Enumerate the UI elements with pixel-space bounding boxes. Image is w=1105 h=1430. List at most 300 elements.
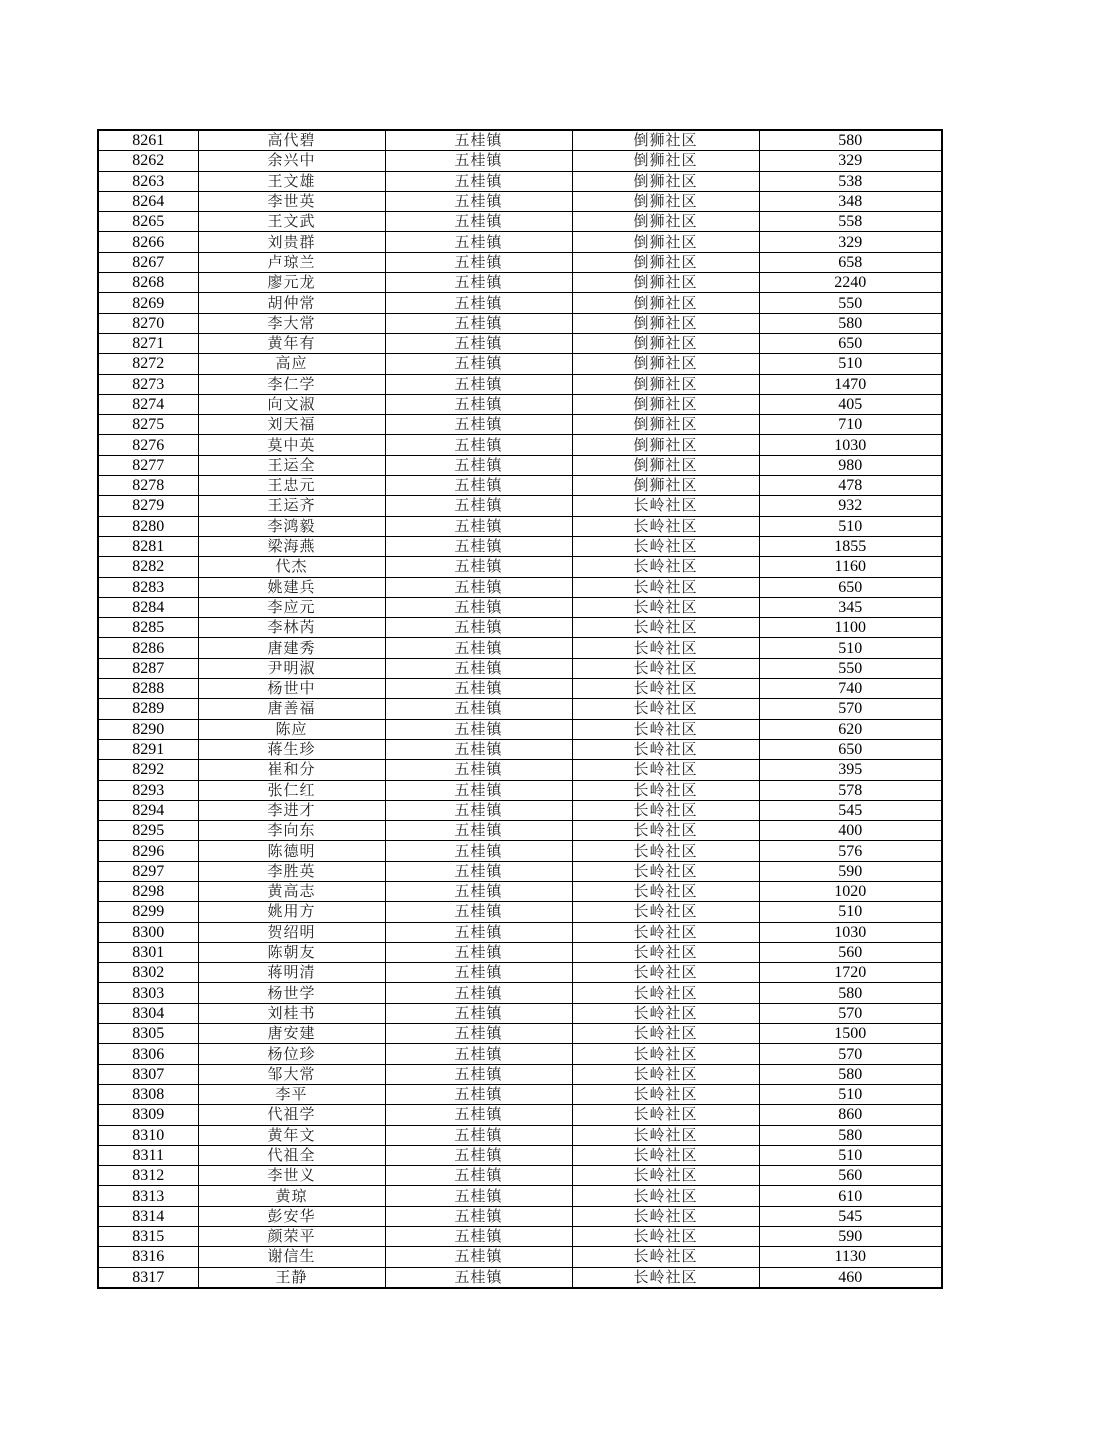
table-row bbox=[98, 191, 942, 211]
town-cell: 五桂镇 bbox=[385, 516, 572, 536]
community-cell: 长岭社区 bbox=[572, 699, 759, 719]
person-name-cell: 李胜英 bbox=[198, 861, 385, 881]
person-name-cell: 颜荣平 bbox=[198, 1227, 385, 1247]
amount-cell: 860 bbox=[759, 1105, 942, 1125]
town-cell: 五桂镇 bbox=[385, 536, 572, 556]
amount-cell: 510 bbox=[759, 1084, 942, 1104]
table-row bbox=[98, 618, 942, 638]
table-row bbox=[98, 1064, 942, 1084]
town-cell: 五桂镇 bbox=[385, 1084, 572, 1104]
row-number-cell: 8306 bbox=[98, 1044, 198, 1064]
town-cell: 五桂镇 bbox=[385, 415, 572, 435]
row-number-cell: 8270 bbox=[98, 313, 198, 333]
row-number-cell: 8272 bbox=[98, 354, 198, 374]
amount-cell: 460 bbox=[759, 1267, 942, 1288]
person-name-cell: 向文淑 bbox=[198, 394, 385, 414]
amount-cell: 590 bbox=[759, 1227, 942, 1247]
person-name-cell: 李应元 bbox=[198, 597, 385, 617]
table-row bbox=[98, 1267, 942, 1288]
person-name-cell: 王运齐 bbox=[198, 496, 385, 516]
row-number-cell: 8314 bbox=[98, 1206, 198, 1226]
town-cell: 五桂镇 bbox=[385, 902, 572, 922]
table-row bbox=[98, 476, 942, 496]
town-cell: 五桂镇 bbox=[385, 881, 572, 901]
amount-cell: 980 bbox=[759, 455, 942, 475]
row-number-cell: 8271 bbox=[98, 333, 198, 353]
person-name-cell: 蒋生珍 bbox=[198, 739, 385, 759]
community-cell: 倒狮社区 bbox=[572, 313, 759, 333]
row-number-cell: 8305 bbox=[98, 1024, 198, 1044]
community-cell: 长岭社区 bbox=[572, 679, 759, 699]
community-cell: 长岭社区 bbox=[572, 821, 759, 841]
table-row bbox=[98, 435, 942, 455]
amount-cell: 578 bbox=[759, 780, 942, 800]
table-row bbox=[98, 415, 942, 435]
table-row bbox=[98, 536, 942, 556]
person-name-cell: 唐安建 bbox=[198, 1024, 385, 1044]
community-cell: 长岭社区 bbox=[572, 496, 759, 516]
amount-cell: 1720 bbox=[759, 963, 942, 983]
person-name-cell: 杨世学 bbox=[198, 983, 385, 1003]
row-number-cell: 8304 bbox=[98, 1003, 198, 1023]
table-row bbox=[98, 597, 942, 617]
community-cell: 倒狮社区 bbox=[572, 273, 759, 293]
amount-cell: 329 bbox=[759, 151, 942, 171]
person-name-cell: 廖元龙 bbox=[198, 273, 385, 293]
table-row bbox=[98, 983, 942, 1003]
community-cell: 长岭社区 bbox=[572, 861, 759, 881]
amount-cell: 348 bbox=[759, 191, 942, 211]
amount-cell: 550 bbox=[759, 293, 942, 313]
person-name-cell: 姚用方 bbox=[198, 902, 385, 922]
person-name-cell: 李世义 bbox=[198, 1166, 385, 1186]
amount-cell: 395 bbox=[759, 760, 942, 780]
community-cell: 倒狮社区 bbox=[572, 354, 759, 374]
table-row bbox=[98, 232, 942, 252]
row-number-cell: 8317 bbox=[98, 1267, 198, 1288]
community-cell: 倒狮社区 bbox=[572, 293, 759, 313]
town-cell: 五桂镇 bbox=[385, 942, 572, 962]
amount-cell: 510 bbox=[759, 516, 942, 536]
row-number-cell: 8303 bbox=[98, 983, 198, 1003]
person-name-cell: 李平 bbox=[198, 1084, 385, 1104]
community-cell: 长岭社区 bbox=[572, 739, 759, 759]
row-number-cell: 8263 bbox=[98, 171, 198, 191]
town-cell: 五桂镇 bbox=[385, 191, 572, 211]
community-cell: 长岭社区 bbox=[572, 618, 759, 638]
row-number-cell: 8281 bbox=[98, 536, 198, 556]
amount-cell: 658 bbox=[759, 252, 942, 272]
table-row bbox=[98, 171, 942, 191]
town-cell: 五桂镇 bbox=[385, 496, 572, 516]
amount-cell: 570 bbox=[759, 1003, 942, 1023]
table-row bbox=[98, 1024, 942, 1044]
table-row bbox=[98, 800, 942, 820]
table-row bbox=[98, 699, 942, 719]
town-cell: 五桂镇 bbox=[385, 1227, 572, 1247]
row-number-cell: 8310 bbox=[98, 1125, 198, 1145]
town-cell: 五桂镇 bbox=[385, 1003, 572, 1023]
table-row bbox=[98, 963, 942, 983]
person-name-cell: 李林芮 bbox=[198, 618, 385, 638]
community-cell: 长岭社区 bbox=[572, 983, 759, 1003]
community-cell: 长岭社区 bbox=[572, 881, 759, 901]
amount-cell: 545 bbox=[759, 800, 942, 820]
row-number-cell: 8309 bbox=[98, 1105, 198, 1125]
table-row bbox=[98, 1186, 942, 1206]
person-name-cell: 李进才 bbox=[198, 800, 385, 820]
amount-cell: 510 bbox=[759, 1145, 942, 1165]
person-name-cell: 陈朝友 bbox=[198, 942, 385, 962]
town-cell: 五桂镇 bbox=[385, 577, 572, 597]
table-row bbox=[98, 1125, 942, 1145]
table-row bbox=[98, 1206, 942, 1226]
table-row bbox=[98, 1003, 942, 1023]
person-name-cell: 代杰 bbox=[198, 557, 385, 577]
row-number-cell: 8294 bbox=[98, 800, 198, 820]
person-name-cell: 卢琼兰 bbox=[198, 252, 385, 272]
table-row bbox=[98, 354, 942, 374]
amount-cell: 1855 bbox=[759, 536, 942, 556]
community-cell: 倒狮社区 bbox=[572, 151, 759, 171]
row-number-cell: 8261 bbox=[98, 130, 198, 151]
table-row bbox=[98, 293, 942, 313]
community-cell: 长岭社区 bbox=[572, 942, 759, 962]
table-row bbox=[98, 212, 942, 232]
amount-cell: 590 bbox=[759, 861, 942, 881]
row-number-cell: 8302 bbox=[98, 963, 198, 983]
town-cell: 五桂镇 bbox=[385, 394, 572, 414]
table-row bbox=[98, 1145, 942, 1165]
person-name-cell: 代祖全 bbox=[198, 1145, 385, 1165]
table-row bbox=[98, 130, 942, 151]
row-number-cell: 8316 bbox=[98, 1247, 198, 1267]
community-cell: 长岭社区 bbox=[572, 800, 759, 820]
town-cell: 五桂镇 bbox=[385, 739, 572, 759]
row-number-cell: 8290 bbox=[98, 719, 198, 739]
town-cell: 五桂镇 bbox=[385, 719, 572, 739]
town-cell: 五桂镇 bbox=[385, 313, 572, 333]
table-row bbox=[98, 516, 942, 536]
community-cell: 长岭社区 bbox=[572, 1166, 759, 1186]
table-row bbox=[98, 942, 942, 962]
row-number-cell: 8276 bbox=[98, 435, 198, 455]
table-row bbox=[98, 394, 942, 414]
town-cell: 五桂镇 bbox=[385, 333, 572, 353]
amount-cell: 560 bbox=[759, 942, 942, 962]
table-row bbox=[98, 557, 942, 577]
amount-cell: 510 bbox=[759, 638, 942, 658]
town-cell: 五桂镇 bbox=[385, 130, 572, 151]
community-cell: 倒狮社区 bbox=[572, 333, 759, 353]
community-cell: 长岭社区 bbox=[572, 1227, 759, 1247]
table-row bbox=[98, 1044, 942, 1064]
person-name-cell: 杨世中 bbox=[198, 679, 385, 699]
amount-cell: 329 bbox=[759, 232, 942, 252]
person-name-cell: 王静 bbox=[198, 1267, 385, 1288]
community-cell: 长岭社区 bbox=[572, 780, 759, 800]
amount-cell: 558 bbox=[759, 212, 942, 232]
town-cell: 五桂镇 bbox=[385, 476, 572, 496]
row-number-cell: 8311 bbox=[98, 1145, 198, 1165]
community-cell: 长岭社区 bbox=[572, 1125, 759, 1145]
community-cell: 长岭社区 bbox=[572, 1105, 759, 1125]
community-cell: 倒狮社区 bbox=[572, 130, 759, 151]
town-cell: 五桂镇 bbox=[385, 374, 572, 394]
table-row bbox=[98, 739, 942, 759]
amount-cell: 400 bbox=[759, 821, 942, 841]
row-number-cell: 8315 bbox=[98, 1227, 198, 1247]
table-row bbox=[98, 1166, 942, 1186]
person-name-cell: 王忠元 bbox=[198, 476, 385, 496]
table-row bbox=[98, 1105, 942, 1125]
row-number-cell: 8293 bbox=[98, 780, 198, 800]
community-cell: 长岭社区 bbox=[572, 719, 759, 739]
person-name-cell: 高应 bbox=[198, 354, 385, 374]
town-cell: 五桂镇 bbox=[385, 354, 572, 374]
community-cell: 倒狮社区 bbox=[572, 455, 759, 475]
records-table-body bbox=[98, 130, 942, 1288]
amount-cell: 2240 bbox=[759, 273, 942, 293]
person-name-cell: 谢信生 bbox=[198, 1247, 385, 1267]
town-cell: 五桂镇 bbox=[385, 861, 572, 881]
row-number-cell: 8283 bbox=[98, 577, 198, 597]
row-number-cell: 8265 bbox=[98, 212, 198, 232]
row-number-cell: 8296 bbox=[98, 841, 198, 861]
community-cell: 倒狮社区 bbox=[572, 232, 759, 252]
table-row bbox=[98, 902, 942, 922]
person-name-cell: 刘桂书 bbox=[198, 1003, 385, 1023]
row-number-cell: 8286 bbox=[98, 638, 198, 658]
table-row bbox=[98, 333, 942, 353]
person-name-cell: 李世英 bbox=[198, 191, 385, 211]
row-number-cell: 8301 bbox=[98, 942, 198, 962]
row-number-cell: 8267 bbox=[98, 252, 198, 272]
person-name-cell: 胡仲常 bbox=[198, 293, 385, 313]
table-row bbox=[98, 151, 942, 171]
person-name-cell: 崔和分 bbox=[198, 760, 385, 780]
town-cell: 五桂镇 bbox=[385, 1206, 572, 1226]
person-name-cell: 刘贵群 bbox=[198, 232, 385, 252]
person-name-cell: 黄琼 bbox=[198, 1186, 385, 1206]
person-name-cell: 李向东 bbox=[198, 821, 385, 841]
row-number-cell: 8299 bbox=[98, 902, 198, 922]
row-number-cell: 8295 bbox=[98, 821, 198, 841]
community-cell: 长岭社区 bbox=[572, 516, 759, 536]
town-cell: 五桂镇 bbox=[385, 1125, 572, 1145]
amount-cell: 1470 bbox=[759, 374, 942, 394]
person-name-cell: 彭安华 bbox=[198, 1206, 385, 1226]
amount-cell: 538 bbox=[759, 171, 942, 191]
town-cell: 五桂镇 bbox=[385, 1267, 572, 1288]
person-name-cell: 刘天福 bbox=[198, 415, 385, 435]
amount-cell: 1020 bbox=[759, 881, 942, 901]
table-row bbox=[98, 861, 942, 881]
town-cell: 五桂镇 bbox=[385, 1044, 572, 1064]
town-cell: 五桂镇 bbox=[385, 232, 572, 252]
amount-cell: 650 bbox=[759, 333, 942, 353]
row-number-cell: 8269 bbox=[98, 293, 198, 313]
community-cell: 长岭社区 bbox=[572, 963, 759, 983]
person-name-cell: 唐善福 bbox=[198, 699, 385, 719]
community-cell: 长岭社区 bbox=[572, 1084, 759, 1104]
amount-cell: 580 bbox=[759, 983, 942, 1003]
records-table bbox=[97, 129, 943, 1289]
town-cell: 五桂镇 bbox=[385, 252, 572, 272]
community-cell: 长岭社区 bbox=[572, 1186, 759, 1206]
amount-cell: 1100 bbox=[759, 618, 942, 638]
person-name-cell: 代祖学 bbox=[198, 1105, 385, 1125]
town-cell: 五桂镇 bbox=[385, 1145, 572, 1165]
town-cell: 五桂镇 bbox=[385, 212, 572, 232]
row-number-cell: 8275 bbox=[98, 415, 198, 435]
row-number-cell: 8307 bbox=[98, 1064, 198, 1084]
town-cell: 五桂镇 bbox=[385, 658, 572, 678]
town-cell: 五桂镇 bbox=[385, 455, 572, 475]
community-cell: 长岭社区 bbox=[572, 760, 759, 780]
amount-cell: 570 bbox=[759, 699, 942, 719]
person-name-cell: 莫中英 bbox=[198, 435, 385, 455]
row-number-cell: 8262 bbox=[98, 151, 198, 171]
amount-cell: 405 bbox=[759, 394, 942, 414]
community-cell: 倒狮社区 bbox=[572, 171, 759, 191]
table-row bbox=[98, 374, 942, 394]
row-number-cell: 8266 bbox=[98, 232, 198, 252]
community-cell: 长岭社区 bbox=[572, 638, 759, 658]
community-cell: 倒狮社区 bbox=[572, 191, 759, 211]
row-number-cell: 8273 bbox=[98, 374, 198, 394]
person-name-cell: 杨位珍 bbox=[198, 1044, 385, 1064]
table-row bbox=[98, 1227, 942, 1247]
amount-cell: 580 bbox=[759, 1064, 942, 1084]
row-number-cell: 8284 bbox=[98, 597, 198, 617]
town-cell: 五桂镇 bbox=[385, 760, 572, 780]
community-cell: 倒狮社区 bbox=[572, 252, 759, 272]
community-cell: 倒狮社区 bbox=[572, 212, 759, 232]
community-cell: 倒狮社区 bbox=[572, 476, 759, 496]
community-cell: 倒狮社区 bbox=[572, 435, 759, 455]
community-cell: 长岭社区 bbox=[572, 1024, 759, 1044]
community-cell: 长岭社区 bbox=[572, 597, 759, 617]
community-cell: 长岭社区 bbox=[572, 658, 759, 678]
amount-cell: 510 bbox=[759, 902, 942, 922]
person-name-cell: 黄年有 bbox=[198, 333, 385, 353]
town-cell: 五桂镇 bbox=[385, 597, 572, 617]
person-name-cell: 贺绍明 bbox=[198, 922, 385, 942]
amount-cell: 1030 bbox=[759, 435, 942, 455]
town-cell: 五桂镇 bbox=[385, 1064, 572, 1084]
table-row bbox=[98, 922, 942, 942]
table-row bbox=[98, 577, 942, 597]
town-cell: 五桂镇 bbox=[385, 1186, 572, 1206]
town-cell: 五桂镇 bbox=[385, 1105, 572, 1125]
town-cell: 五桂镇 bbox=[385, 983, 572, 1003]
row-number-cell: 8312 bbox=[98, 1166, 198, 1186]
community-cell: 长岭社区 bbox=[572, 1064, 759, 1084]
town-cell: 五桂镇 bbox=[385, 800, 572, 820]
person-name-cell: 王运全 bbox=[198, 455, 385, 475]
person-name-cell: 黄年文 bbox=[198, 1125, 385, 1145]
amount-cell: 576 bbox=[759, 841, 942, 861]
table-row bbox=[98, 1247, 942, 1267]
row-number-cell: 8285 bbox=[98, 618, 198, 638]
town-cell: 五桂镇 bbox=[385, 618, 572, 638]
community-cell: 倒狮社区 bbox=[572, 374, 759, 394]
amount-cell: 580 bbox=[759, 130, 942, 151]
person-name-cell: 李仁学 bbox=[198, 374, 385, 394]
amount-cell: 1130 bbox=[759, 1247, 942, 1267]
community-cell: 长岭社区 bbox=[572, 1247, 759, 1267]
amount-cell: 545 bbox=[759, 1206, 942, 1226]
town-cell: 五桂镇 bbox=[385, 963, 572, 983]
person-name-cell: 姚建兵 bbox=[198, 577, 385, 597]
community-cell: 长岭社区 bbox=[572, 1267, 759, 1288]
amount-cell: 650 bbox=[759, 577, 942, 597]
person-name-cell: 蒋明清 bbox=[198, 963, 385, 983]
person-name-cell: 李大常 bbox=[198, 313, 385, 333]
row-number-cell: 8279 bbox=[98, 496, 198, 516]
community-cell: 倒狮社区 bbox=[572, 394, 759, 414]
amount-cell: 932 bbox=[759, 496, 942, 516]
person-name-cell: 李鸿毅 bbox=[198, 516, 385, 536]
row-number-cell: 8268 bbox=[98, 273, 198, 293]
row-number-cell: 8287 bbox=[98, 658, 198, 678]
row-number-cell: 8280 bbox=[98, 516, 198, 536]
amount-cell: 560 bbox=[759, 1166, 942, 1186]
row-number-cell: 8308 bbox=[98, 1084, 198, 1104]
amount-cell: 1160 bbox=[759, 557, 942, 577]
community-cell: 长岭社区 bbox=[572, 1044, 759, 1064]
town-cell: 五桂镇 bbox=[385, 171, 572, 191]
table-row bbox=[98, 455, 942, 475]
table-row bbox=[98, 1084, 942, 1104]
town-cell: 五桂镇 bbox=[385, 435, 572, 455]
person-name-cell: 陈德明 bbox=[198, 841, 385, 861]
table-row bbox=[98, 881, 942, 901]
table-row bbox=[98, 760, 942, 780]
person-name-cell: 张仁红 bbox=[198, 780, 385, 800]
town-cell: 五桂镇 bbox=[385, 922, 572, 942]
person-name-cell: 唐建秀 bbox=[198, 638, 385, 658]
community-cell: 长岭社区 bbox=[572, 922, 759, 942]
person-name-cell: 高代碧 bbox=[198, 130, 385, 151]
community-cell: 长岭社区 bbox=[572, 1145, 759, 1165]
amount-cell: 478 bbox=[759, 476, 942, 496]
community-cell: 长岭社区 bbox=[572, 1003, 759, 1023]
amount-cell: 570 bbox=[759, 1044, 942, 1064]
amount-cell: 1500 bbox=[759, 1024, 942, 1044]
person-name-cell: 邹大常 bbox=[198, 1064, 385, 1084]
person-name-cell: 余兴中 bbox=[198, 151, 385, 171]
amount-cell: 610 bbox=[759, 1186, 942, 1206]
table-row bbox=[98, 821, 942, 841]
person-name-cell: 王文雄 bbox=[198, 171, 385, 191]
town-cell: 五桂镇 bbox=[385, 638, 572, 658]
town-cell: 五桂镇 bbox=[385, 679, 572, 699]
town-cell: 五桂镇 bbox=[385, 557, 572, 577]
table-row bbox=[98, 252, 942, 272]
person-name-cell: 陈应 bbox=[198, 719, 385, 739]
table-row bbox=[98, 841, 942, 861]
amount-cell: 1030 bbox=[759, 922, 942, 942]
community-cell: 长岭社区 bbox=[572, 536, 759, 556]
row-number-cell: 8297 bbox=[98, 861, 198, 881]
amount-cell: 620 bbox=[759, 719, 942, 739]
town-cell: 五桂镇 bbox=[385, 699, 572, 719]
row-number-cell: 8292 bbox=[98, 760, 198, 780]
community-cell: 长岭社区 bbox=[572, 577, 759, 597]
person-name-cell: 黄高志 bbox=[198, 881, 385, 901]
